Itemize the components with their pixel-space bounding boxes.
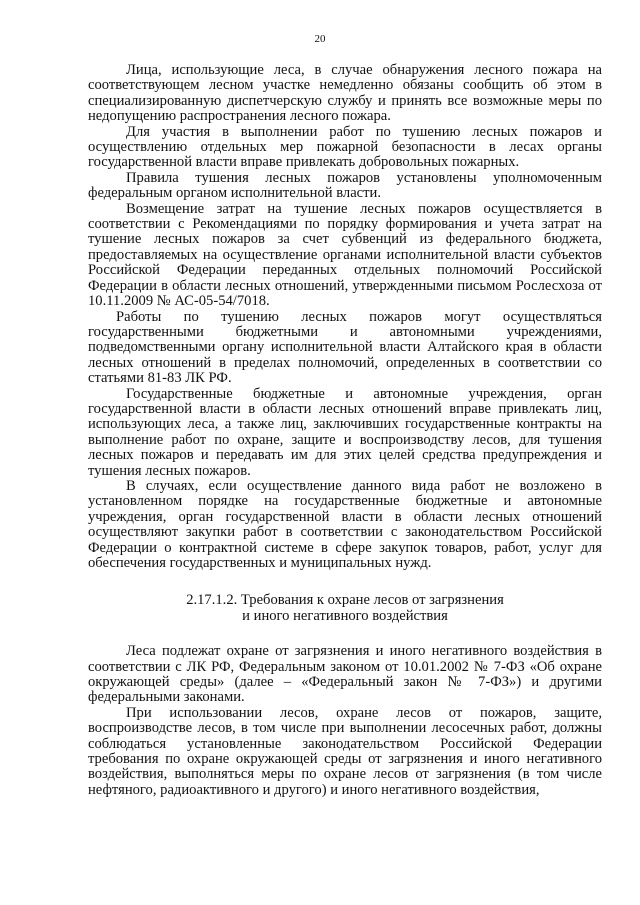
section-heading [88, 593, 602, 624]
paragraph: Возмещение затрат на тушение лесных пожаров осуществляется в соответствии с Рекомендациями по порядку формирования и учета затрат на тушение лесных пожаров за счет субвенций из федерального бюджета, предоставляемых на осуществление органами исполнительной власти субъектов Российской Федерации переданных отдельных полномочий Российской Федерации в области лесных отношений, утвержденными письмом Рослесхоза от 10.11.2009 № АС-05-54/7018. [88, 200, 602, 310]
paragraph: Правила тушения лесных пожаров установлены уполномоченным федеральным органом исполнительной власти. [88, 169, 602, 202]
page-number: 20 [314, 33, 326, 45]
paragraph: Работы по тушению лесных пожаров могут осуществляться государственными бюджетными и автономными учреждениями, подведомственными органу исполнительной власти Алтайского края в области лесных отношений в пределах полномочий, определенных в соответствии со статьями 81-83 ЛК РФ. [88, 308, 602, 387]
paragraph: При использовании лесов, охране лесов от пожаров, защите, воспроизводстве лесов, в том числе при выполнении лесосечных работ, должны соблюдаться установленные законодательством Российской Федерации требования по охране окружающей среды от загрязнения и иного негативного воздействия, выполняться меры по охране лесов от загрязнения (в том числе нефтяного, радиоактивного и другого) и иного негативного воздействия, [88, 704, 602, 798]
paragraph: Лица, использующие леса, в случае обнаружения лесного пожара на соответствующем лесном участке немедленно обязаны сообщить об этом в специализированную диспетчерскую службу и принять все возможные меры по недопущению распространения лесного пожара. [88, 62, 602, 125]
paragraph: Государственные бюджетные и автономные учреждения, орган государственной власти в области лесных отношений вправе привлекать лиц, использующих леса, а также лиц, заключивших государственные контракты на выполнение работ по охране, защите и воспроизводству лесов, для тушения лесных пожаров и передавать им для этих целей средства предупреждения и тушения лесных пожаров. [88, 385, 602, 479]
paragraph: Леса подлежат охране от загрязнения и иного негативного воздействия в соответствии с ЛК РФ, Федеральным законом от 10.01.2002 № 7-ФЗ «Об охране окружающей среды» (далее – «Федеральный закон № 7-ФЗ») и другими федеральными законами. [88, 643, 602, 706]
section-heading-line: и иного негативного воздействия [242, 607, 448, 624]
section-heading-line: 2.17.1.2. Требования к охране лесов от загрязнения [186, 592, 504, 609]
paragraph: Для участия в выполнении работ по тушению лесных пожаров и осуществлению отдельных мер пожарной безопасности в лесах органы государственной власти вправе привлекать добровольных пожарных. [88, 123, 602, 171]
document-body [88, 63, 602, 798]
paragraph: В случаях, если осуществление данного вида работ не возложено в установленном порядке на государственные бюджетные и автономные учреждения, орган государственной власти в области лесных отношений осуществляют закупки работ в соответствии с законодательством Российской Федерации о контрактной системе в сфере закупок товаров, работ, услуг для обеспечения государственных и муниципальных нужд. [88, 477, 602, 571]
